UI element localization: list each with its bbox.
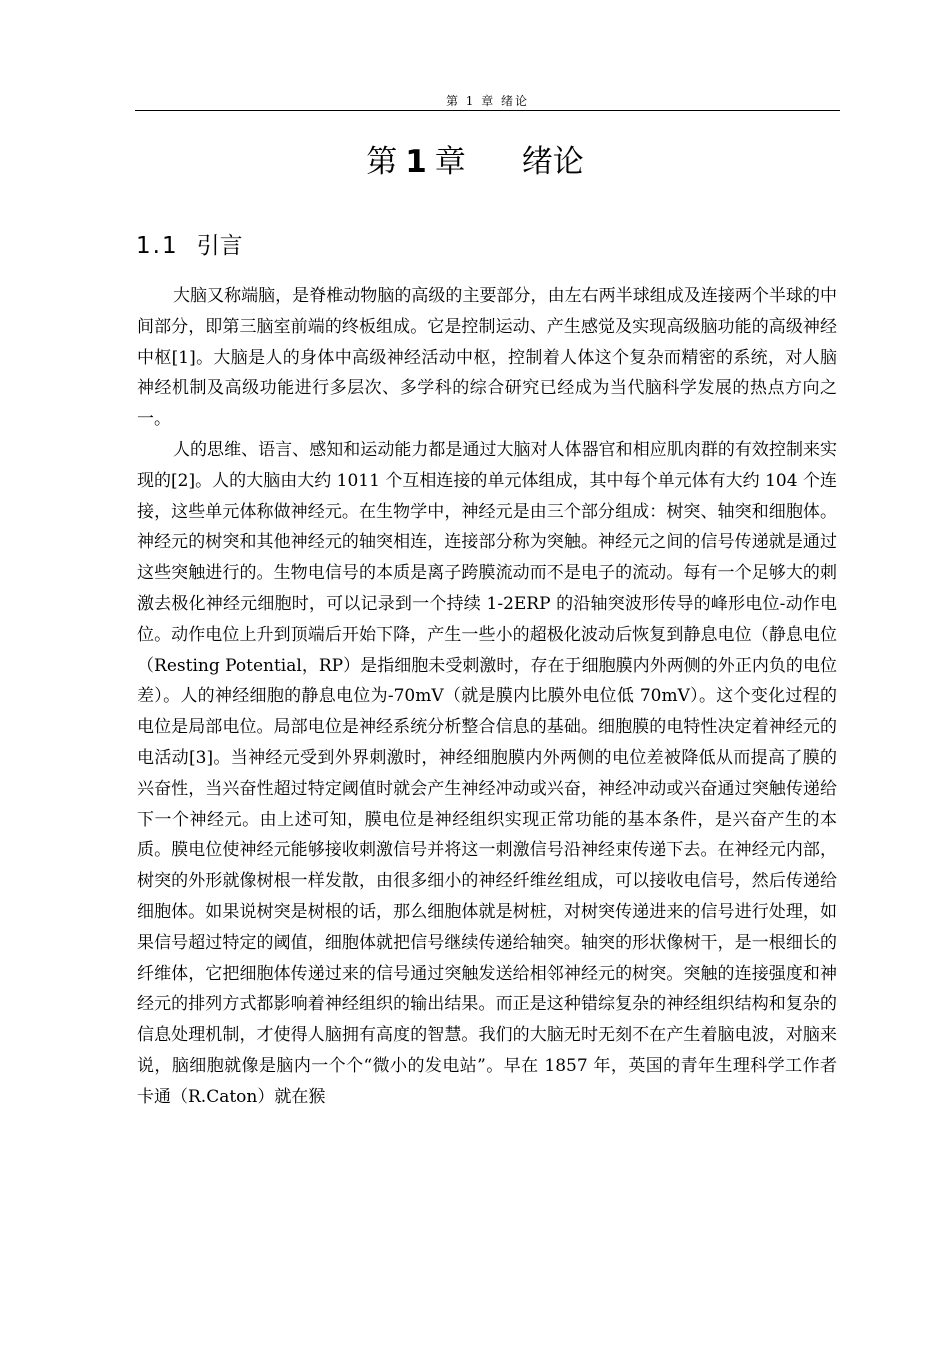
section-title: 引言: [196, 233, 243, 259]
body-text: [137, 281, 837, 1113]
section-heading: [136, 229, 243, 263]
chapter-title: [0, 140, 950, 184]
chapter-name: 绪论: [521, 144, 584, 180]
running-header: 第 1 章 绪论: [445, 94, 530, 108]
chapter-suffix: 章: [434, 144, 466, 180]
section-number: 1.1: [136, 233, 179, 259]
paragraph-2: 人的思维、语言、感知和运动能力都是通过大脑对人体器官和相应肌肉群的有效控制来实现的[2]。人的大脑由大约 1011 个互相连接的单元体组成，其中每个单元体有大约 104 个连接，这些单元体称做神经元。在生物学中，神经元是由三个部分组成：树突、轴突和细胞体。神经元的树突和其他神经元的轴突相连，连接部分称为突触。神经元之间的信号传递就是通过这些突触进行的。生物电信号的本质是离子跨膜流动而不是电子的流动。每有一个足够大的刺激去极化神经元细胞时，可以记录到一个持续 1-2ERP 的沿轴突波形传导的峰形电位-动作电位。动作电位上升到顶端后开始下降，产生一些小的超极化波动后恢复到静息电位（静息电位（Resting Potential，RP）是指细胞未受刺激时，存在于细胞膜内外两侧的外正内负的电位差）。人的神经细胞的静息电位为-70mV（就是膜内比膜外电位低 70mV）。这个变化过程的电位是局部电位。局部电位是神经系统分析整合信息的基础。细胞膜的电特性决定着神经元的电活动[3]。当神经元受到外界刺激时，神经细胞膜内外两侧的电位差被降低从而提高了膜的兴奋性，当兴奋性超过特定阈值时就会产生神经冲动或兴奋，神经冲动或兴奋通过突触传递给下一个神经元。由上述可知，膜电位是神经组织实现正常功能的基本条件，是兴奋产生的本质。膜电位使神经元能够接收刺激信号并将这一刺激信号沿神经束传递下去。在神经元内部，树突的外形就像树根一样发散，由很多细小的神经纤维丝组成，可以接收电信号，然后传递给细胞体。如果说树突是树根的话，那么细胞体就是树桩，对树突传递进来的信号进行处理，如果信号超过特定的阈值，细胞体就把信号继续传递给轴突。轴突的形状像树干，是一根细长的纤维体，它把细胞体传递过来的信号通过突触发送给相邻神经元的树突。突触的连接强度和神经元的排列方式都影响着神经组织的输出结果。而正是这种错综复杂的神经组织结构和复杂的信息处理机制，才使得人脑拥有高度的智慧。我们的大脑无时无刻不在产生着脑电波，对脑来说，脑细胞就像是脑内一个个“微小的发电站”。早在 1857 年，英国的青年生理科学工作者卡通（R.Caton）就在猴: [137, 439, 837, 1107]
paragraph-1: 大脑又称端脑，是脊椎动物脑的高级的主要部分，由左右两半球组成及连接两个半球的中间部分，即第三脑室前端的终板组成。它是控制运动、产生感觉及实现高级脑功能的高级神经中枢[1]。大脑是人的身体中高级神经活动中枢，控制着人体这个复杂而精密的系统，对人脑神经机制及高级功能进行多层次、多学科的综合研究已经成为当代脑科学发展的热点方向之一。: [137, 286, 837, 430]
chapter-number: 1: [405, 144, 427, 180]
header-rule: [135, 110, 840, 111]
chapter-prefix: 第: [366, 144, 398, 180]
